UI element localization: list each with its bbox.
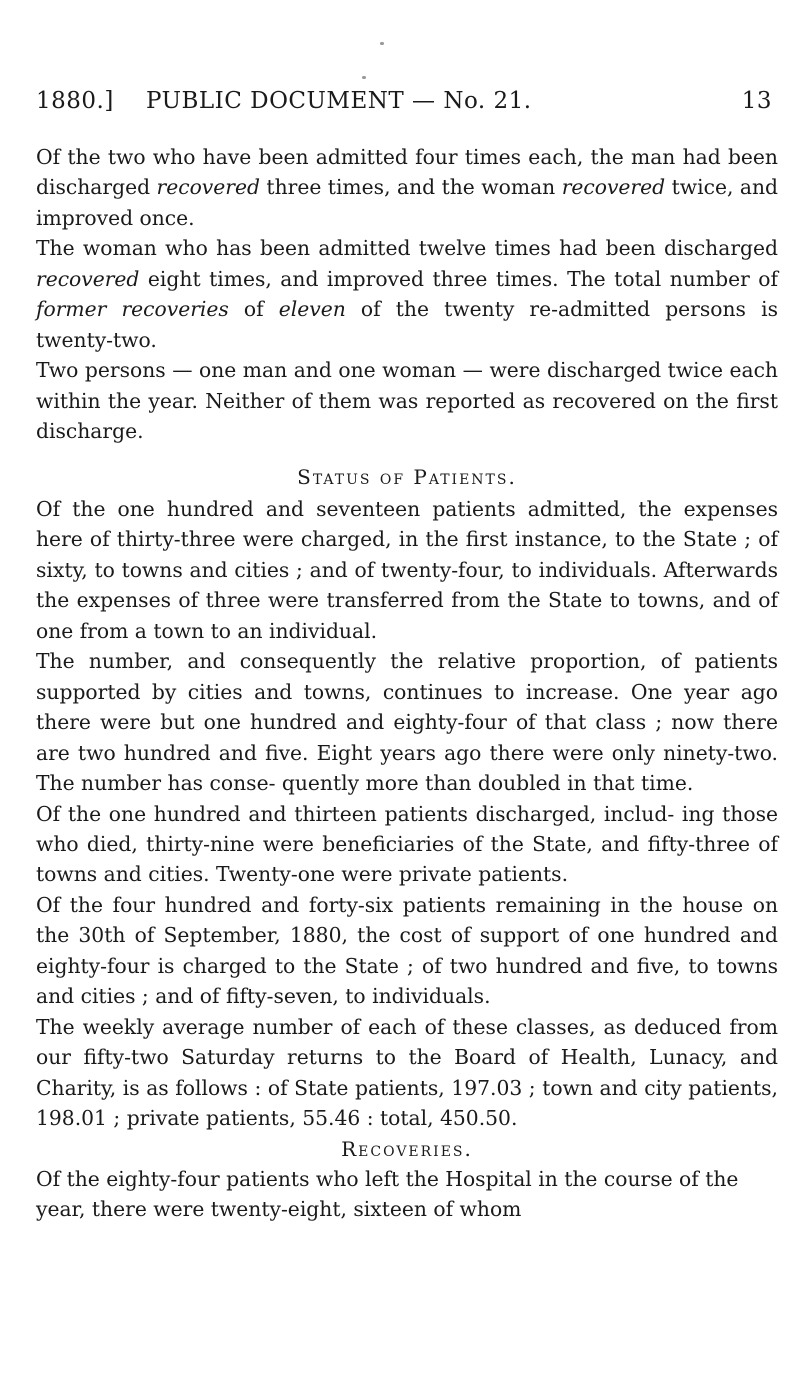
page-number: 13: [741, 88, 772, 114]
paragraph-1: Of the two who have been admitted four times each, the man had been discharged recovered three times, and the woman recovered twice, and improved once.: [36, 145, 779, 230]
paragraph-9: Of the eighty-four patients who left the Hospital in the course of the year, there were twenty-eight, sixteen of whom: [36, 1166, 739, 1222]
paragraph-5: The number, and consequently the relative proportion, of patients supported by cities and towns, continues to increase. One year ago there were but one hundred and eighty-four of that class ; now there are two hundred and five. Eight years ago there were only ninety-two. The number has conse- quently more than doubled in that time.: [36, 649, 778, 796]
paragraph-2: The woman who has been admitted twelve times had been discharged recovered eight times, and improved three times. The total number of former recoveries of eleven of the twenty re-admitted persons is twenty-two.: [36, 236, 778, 352]
paragraph-8: The weekly average number of each of these classes, as deduced from our fifty-two Saturday returns to the Board of Health, Lunacy, and Charity, is as follows : of State patients, 197.03 ; town and city patients, 198.01 ; private patients, 55.46 : total, 450.50.: [36, 1014, 778, 1131]
header-title: PUBLIC DOCUMENT — No. 21.: [146, 88, 532, 114]
section-heading-status: Status of Patients.: [297, 464, 517, 489]
print-speck: [380, 42, 384, 45]
paragraph-7: Of the four hundred and forty-six patients remaining in the house on the 30th of September, 1880, the cost of support of one hundred and eighty-four is charged to the State ; of two hundred and five, to towns and cities ; and of fifty-seven, to individuals.: [36, 892, 778, 1009]
print-speck: [362, 76, 366, 79]
page-body: [36, 142, 778, 1225]
header-year: 1880.]: [36, 88, 114, 114]
page-header: [36, 88, 776, 114]
paragraph-4: Of the one hundred and seventeen patients admitted, the expenses here of thirty-three were charged, in the first instance, to the State ; of sixty, to towns and cities ; and of twenty-four, to individuals. Afterwards the expenses of three were transferred from the State to towns, and of one from a town to an individual.: [36, 496, 778, 643]
paragraph-3: Two persons — one man and one woman — were discharged twice each within the year. Neither of them was reported as recovered on the first discharge.: [36, 358, 778, 444]
section-heading-recoveries: Recoveries.: [341, 1136, 473, 1161]
paragraph-6: Of the one hundred and thirteen patients discharged, includ- ing those who died, thirty-nine were beneficiaries of the State, and fifty-three of towns and cities. Twenty-one were private patients.: [36, 801, 778, 887]
